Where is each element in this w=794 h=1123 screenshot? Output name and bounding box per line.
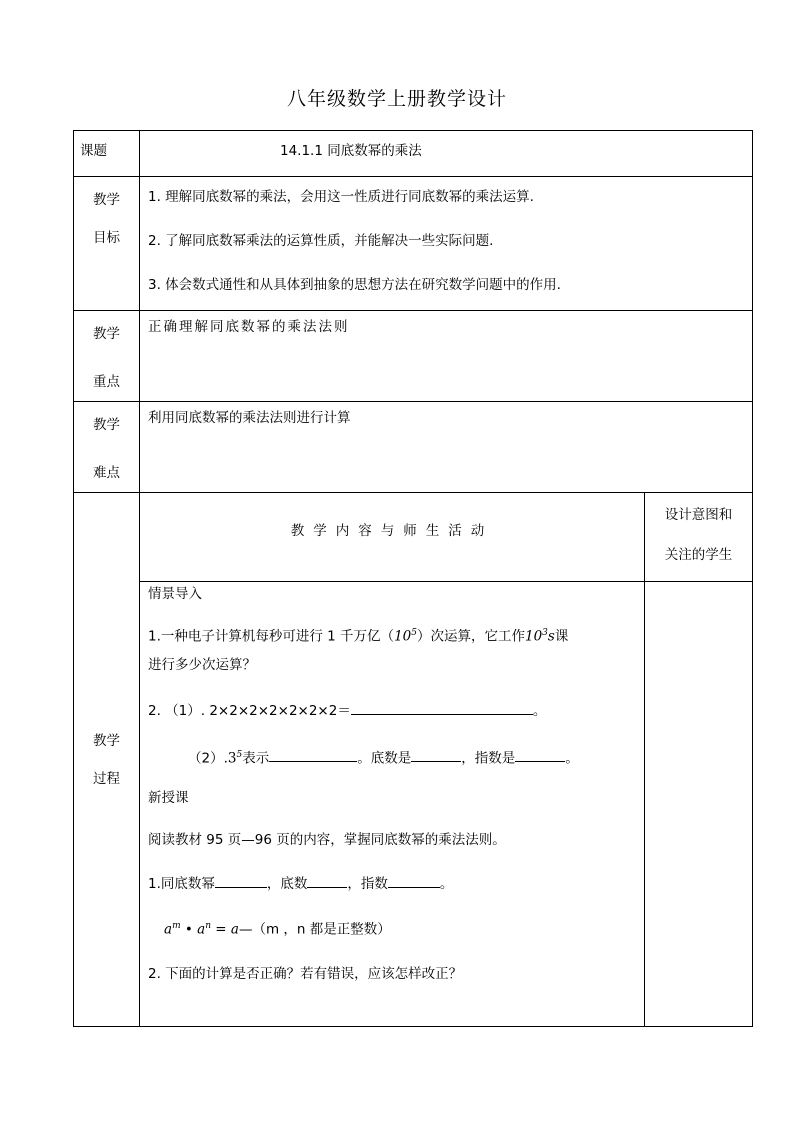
answer-blank[interactable] bbox=[411, 747, 461, 762]
objective-item: 1. 理解同底数幂的乘法，会用这一性质进行同底数幂的乘法运算. bbox=[148, 189, 534, 205]
new-lesson-heading: 新授课 bbox=[148, 790, 189, 806]
topic-value: 14.1.1 同底数幂的乘法 bbox=[140, 131, 753, 177]
multiplication-formula: $a^m$ • $a^n$ = a—（m ，n 都是正整数） bbox=[164, 921, 391, 938]
process-content bbox=[140, 582, 645, 1027]
question-2-1: 2. （1）. 2×2×2×2×2×2×2＝ 。 bbox=[148, 700, 636, 722]
side-notes-cell bbox=[645, 582, 753, 1027]
rule-fill-in: 1.同底数幂 ，底数 ，指数 。 bbox=[148, 873, 636, 895]
answer-blank[interactable] bbox=[215, 873, 267, 888]
process-header-row bbox=[74, 493, 753, 582]
topic-label: 课题 bbox=[74, 131, 140, 177]
question-1: 1.一种电子计算机每秒可进行 1 千万亿$(10^5)$次运算，它工作$10^3s$课 bbox=[148, 628, 569, 645]
objective-item: 3. 体会数式通性和从具体到抽象的思想方法在研究数学问题中的作用. bbox=[148, 277, 561, 293]
process-label: 教学 过程 bbox=[74, 493, 140, 1027]
answer-blank[interactable] bbox=[515, 747, 565, 762]
answer-blank[interactable] bbox=[388, 873, 440, 888]
question-1-line-2: 进行多少次运算？ bbox=[148, 656, 256, 673]
key-points-content: 正确理解同底数幂的乘法法则 bbox=[140, 311, 753, 402]
objective-item: 2. 了解同底数幂乘法的运算性质，并能解决一些实际问题. bbox=[148, 233, 494, 249]
document-title: 八年级数学上册教学设计 bbox=[286, 88, 507, 110]
difficulties-content: 利用同底数幂的乘法法则进行计算 bbox=[140, 402, 753, 493]
answer-blank[interactable] bbox=[269, 747, 357, 762]
objectives-row bbox=[74, 177, 753, 311]
difficulties-label: 教学 难点 bbox=[74, 402, 140, 493]
answer-blank[interactable] bbox=[307, 873, 347, 888]
question-2-2: $(2).3^5$表示 。底数是 ，指数是 。 bbox=[148, 744, 636, 770]
side-header: 设计意图和 关注的学生 bbox=[645, 493, 753, 582]
objectives-content bbox=[140, 177, 753, 311]
answer-blank[interactable] bbox=[351, 700, 533, 715]
reading-instruction: 阅读教材 95 页—96 页的内容，掌握同底数幂的乘法法则。 bbox=[148, 832, 506, 848]
check-question: 2. 下面的计算是否正确？若有错误，应该怎样改正？ bbox=[148, 965, 463, 982]
difficulties-row bbox=[74, 402, 753, 493]
key-points-row bbox=[74, 311, 753, 402]
topic-row bbox=[74, 131, 753, 177]
content-header: 教学内容与师生活动 bbox=[140, 493, 645, 582]
lesson-plan-table bbox=[73, 130, 753, 1027]
objectives-label: 教学 目标 bbox=[74, 177, 140, 311]
intro-heading: 情景导入 bbox=[148, 586, 202, 602]
key-points-label: 教学 重点 bbox=[74, 311, 140, 402]
process-content-row bbox=[74, 582, 753, 1027]
